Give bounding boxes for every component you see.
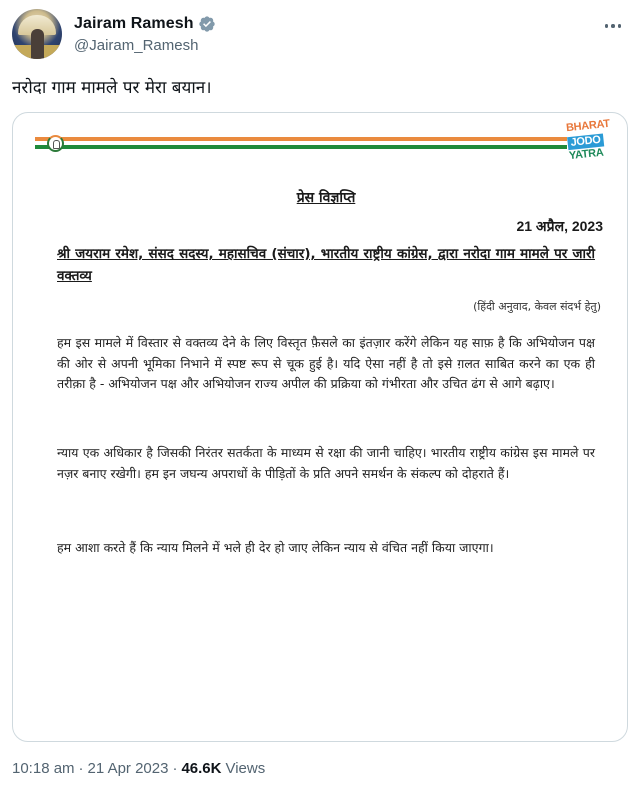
views-label: Views <box>225 760 266 777</box>
press-paragraph: हम इस मामले में विस्तार से वक्तव्य देने के लिए विस्तृत फ़ैसले का इंतज़ार करेंगे लेकिन यह साफ़ है कि अभियोजन पक्ष की ओर से अपनी भूमिका निभाने में स्पष्ट रूप से चूक हुई है। यदि ऐसा नहीं है तो इसे ग़लत साबित करने का एक ही तरीक़ा है - अभियोजन पक्ष और अभियोजन राज्य अपील की प्रक्रिया को गंभीरता और उचित ढंग से आगे बढ़ाए। <box>57 335 595 391</box>
press-release-heading: श्री जयराम रमेश, संसद सदस्य, महासचिव (संचार), भारतीय राष्ट्रीय कांग्रेस, द्वारा नरोदा गाम मामले पर जारी वक्तव्य <box>57 246 595 284</box>
bharat-jodo-yatra-logo <box>566 119 613 171</box>
translation-note: (हिंदी अनुवाद, केवल संदर्भ हेतु) <box>473 300 601 313</box>
more-options-button[interactable] <box>598 16 628 36</box>
avatar-person <box>31 29 44 59</box>
more-horizontal-icon <box>605 24 609 28</box>
more-horizontal-icon <box>618 24 622 28</box>
press-release-date: 21 अप्रैल, 2023 <box>516 218 603 234</box>
tweet-header <box>12 8 628 60</box>
letterhead-stripes <box>35 135 567 151</box>
press-release-document <box>13 113 627 741</box>
views-count[interactable]: 46.6K <box>181 760 222 777</box>
more-horizontal-icon <box>611 24 615 28</box>
tweet-metadata <box>12 760 265 777</box>
name-row <box>74 14 216 34</box>
saffron-stripe <box>35 137 567 141</box>
logo-line-yatra: YATRA <box>568 146 605 163</box>
author-handle[interactable]: @Jairam_Ramesh <box>74 37 199 54</box>
display-name[interactable]: Jairam Ramesh <box>74 15 194 32</box>
tweet-date[interactable]: 21 Apr 2023 <box>87 760 169 777</box>
logo-line-bharat: BHARAT <box>565 117 611 135</box>
tweet-time[interactable]: 10:18 am <box>12 760 75 777</box>
press-paragraph: हम आशा करते हैं कि न्याय मिलने में भले ही देर हो जाए लेकिन न्याय से वंचित नहीं किया जाएगा। <box>57 540 494 555</box>
press-release-title: प्रेस विज्ञप्ति <box>296 190 356 206</box>
meta-separator: · <box>78 760 84 777</box>
press-paragraph: न्याय एक अधिकार है जिसकी निरंतर सतर्कता के माध्यम से रक्षा की जानी चाहिए। भारतीय राष्ट्रीय कांग्रेस इस मामले पर नज़र बनाए रखेगी। हम इन जघन्य अपराधों के पीड़ितों के प्रति अपने समर्थन के संकल्प को दोहराते हैं। <box>57 445 595 481</box>
author-identity <box>74 14 216 54</box>
meta-separator: · <box>172 760 178 777</box>
logo-line-jodo: JODO <box>567 133 604 150</box>
verified-badge-icon <box>198 15 216 33</box>
tweet-media-image[interactable] <box>12 112 628 742</box>
green-stripe <box>35 145 567 149</box>
avatar[interactable] <box>12 9 62 59</box>
congress-hand-emblem-icon <box>47 135 64 152</box>
tweet-text: नरोदा गाम मामले पर मेरा बयान। <box>12 78 212 98</box>
